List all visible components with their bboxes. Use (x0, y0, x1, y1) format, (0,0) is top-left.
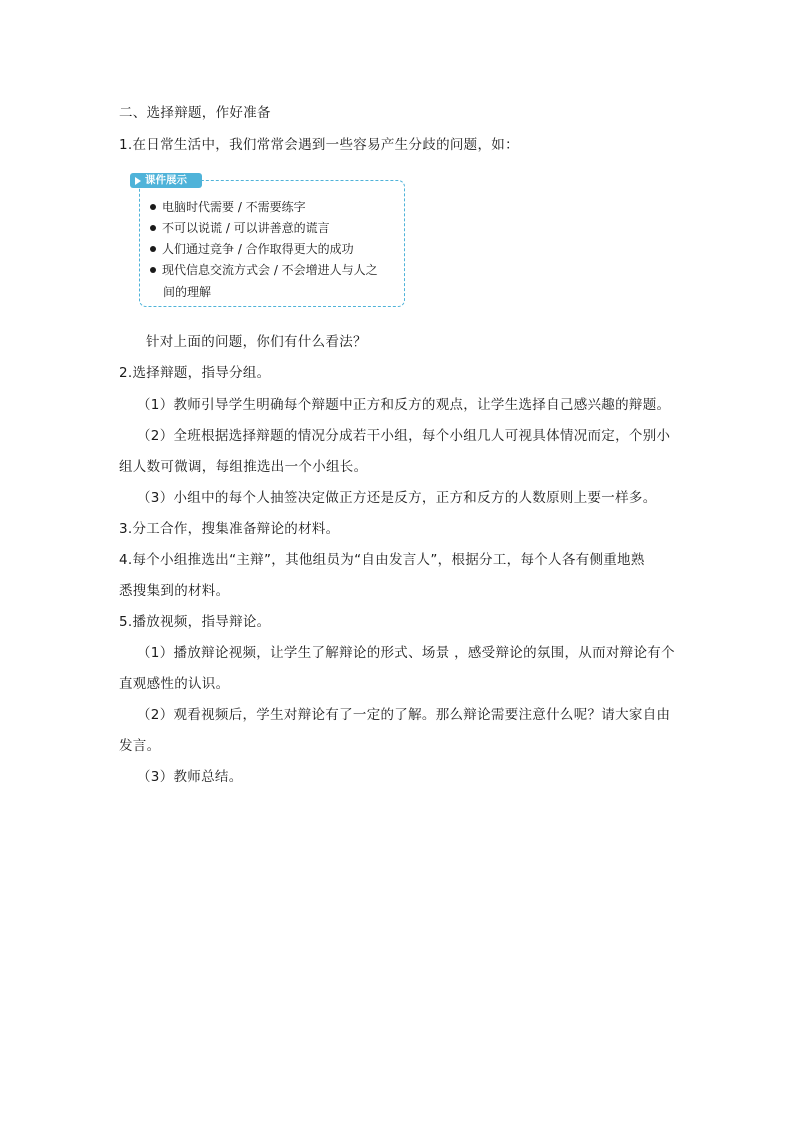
bullet-item (150, 199, 306, 215)
paragraph-3: 3.分工合作，搜集准备辩论的材料。 (119, 521, 340, 537)
paragraph-2-2-continuation: 组人数可微调，每组推选出一个小组长。 (119, 459, 368, 475)
bullet-item (150, 220, 330, 236)
bullet-item-continuation: 间的理解 (163, 285, 212, 299)
paragraph-1: 1.在日常生活中，我们常常会遇到一些容易产生分歧的问题，如： (119, 137, 519, 153)
courseware-tag (130, 173, 202, 188)
paragraph-5-2: （2）观看视频后，学生对辩论有了一定的了解。那么辩论需要注意什么呢？请大家自由 (137, 707, 671, 723)
bullet-item-text: 电脑时代需要 / 不需要练字 (162, 200, 306, 214)
question-text: 针对上面的问题，你们有什么看法？ (146, 334, 367, 350)
paragraph-5-1: （1）播放辩论视频，让学生了解辩论的形式、场景 ，感受辩论的氛围，从而对辩论有个 (137, 645, 675, 661)
paragraph-4-continuation: 悉搜集到的材料。 (119, 583, 230, 599)
paragraph-2: 2.选择辩题，指导分组。 (119, 365, 271, 381)
bullet-item-text: 人们通过竞争 / 合作取得更大的成功 (162, 242, 354, 256)
courseware-tag-label: 课件展示 (145, 174, 187, 186)
bullet-dot-icon (150, 267, 156, 273)
paragraph-5: 5.播放视频，指导辩论。 (119, 614, 271, 630)
bullet-dot-icon (150, 204, 156, 210)
paragraph-5-2-continuation: 发言。 (119, 738, 161, 754)
paragraph-2-3: （3）小组中的每个人抽签决定做正方还是反方，正方和反方的人数原则上要一样多。 (137, 490, 657, 506)
play-arrow-icon (135, 177, 141, 185)
bullet-item (150, 262, 378, 278)
paragraph-2-2: （2）全班根据选择辩题的情况分成若干小组，每个小组几人可视具体情况而定，个别小 (137, 428, 671, 444)
bullet-dot-icon (150, 225, 156, 231)
paragraph-5-1-continuation: 直观感性的认识。 (119, 676, 230, 692)
paragraph-4: 4.每个小组推选出“主辩”，其他组员为“自由发言人”，根据分工，每个人各有侧重地熟 (119, 552, 645, 568)
bullet-item-text: 不可以说谎 / 可以讲善意的谎言 (162, 221, 330, 235)
paragraph-5-3: （3）教师总结。 (137, 769, 243, 785)
bullet-item (150, 241, 354, 257)
paragraph-2-1: （1）教师引导学生明确每个辩题中正方和反方的观点，让学生选择自己感兴趣的辩题。 (137, 397, 671, 413)
bullet-dot-icon (150, 246, 156, 252)
section-heading: 二、选择辩题，作好准备 (119, 105, 271, 121)
bullet-item-text: 现代信息交流方式会 / 不会增进人与人之 (162, 263, 378, 277)
